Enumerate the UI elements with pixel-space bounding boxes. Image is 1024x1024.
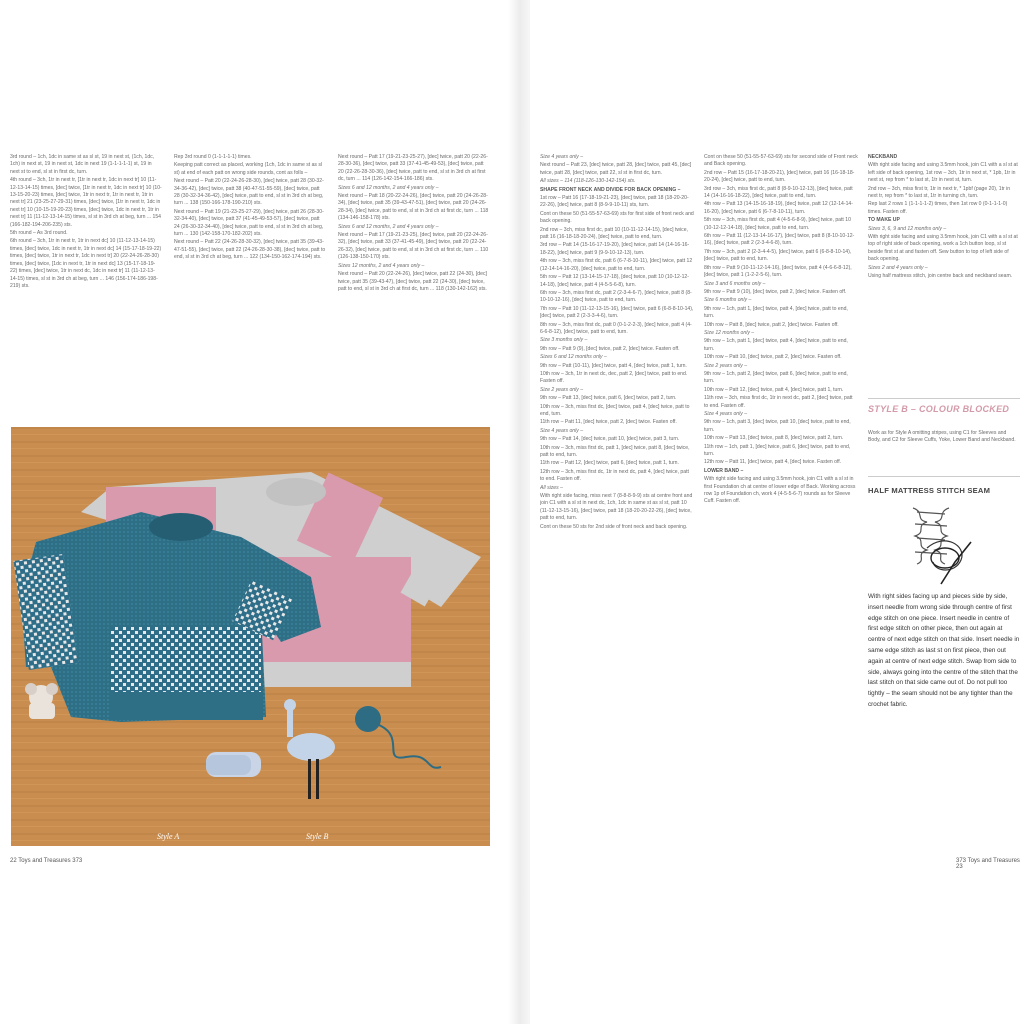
pattern-paragraph: 2nd row – Patt 15 (16-17-18-20-21), [dec] twice, patt 16 (16-18-18-20-24), [dec] twice, patt to end, turn. [704,169,855,184]
seam-heading: HALF MATTRESS STITCH SEAM [868,486,991,495]
pattern-paragraph: 5th row – Patt 12 (13-14-15-17-18), [dec] twice, patt 10 (10-12-12-14-18), [dec] twice, patt 4 (4-5-5-6-8), turn. [540,274,689,288]
right-column-3 [868,154,1020,394]
pattern-paragraph: 4th row – 3ch, miss first dc, patt 6 (6-7-8-10-11), [dec] twice, patt 12 (12-14-14-16-20), [dec] twice, patt to end, turn. [540,258,693,272]
left-folio: 22 Toys and Treasures 373 [10,858,83,864]
pattern-paragraph: 11th row – 3ch, miss first dc, 1tr in next dc, patt 2, [dec] twice, patt to end. Fasten off. [704,395,853,409]
pattern-paragraph: 3rd round – 1ch, 1dc in same st as sl st, 19 in next st, (1ch, 1dc, 1ch) in next st, 19 in next st, 1dc in next 19 (1-1-1-1-1) st, 19 in next st to end, sl st in first dc, turn. [10,154,155,175]
size-note: Size 6 months only – [704,297,752,304]
pattern-paragraph: 6th round – 3ch, 1tr in next tr, 1tr in next dc] 10 (11-12-13-14-15) times, [dec] twice, 1dc in next tr, 1tr in next dc] 14 (15-17-18-19-22) times, [dec] twice, 1tr in next tr, 1dc in next tr] 20 (22-24-26-28-30) times, [dec] twice, [1dc in next tr, 1tr in next dc] 13 (15-17-18-19-22) times, [dec] twice, 1tr in next dc, 1dc in next tr] 11 (11-12-13-14-15) times, sl st in 3rd ch at beg, turn ... 146 (156-174-186-198-219) sts. [10,238,162,289]
right-folio: 373 Toys and Treasures 23 [956,858,1020,870]
size-note: Size 2 years only – [540,386,584,393]
pattern-paragraph: 3rd row – 3ch, miss first dc, patt 8 (8-9-10-12-13), [dec] twice, patt 14 (14-16-16-18-22), [dec] twice, patt to end, turn. [704,185,853,200]
pattern-paragraph: Next round – Patt 20 (22-24-26-28-30), [dec] twice, patt 28 (30-32-34-36-42), [dec] twice, patt 38 (40-47-51-55-59), [dec] twice, patt 28 (30-32-34-36-42), [dec] twice, patt to end, sl st in 3rd ch at beg, turn ... 138 (150-166-178-190-210) sts. [174,178,324,207]
size-note: Sizes 12 months, 2 and 4 years only – [338,262,425,269]
seam-instructions: With right sides facing up and pieces side by side, insert needle from wrong side through centre of first edge stitch on one piece. Insert needle in centre of first edge stitch on other piece, then out again at centre of next edge stitch on that side. Insert needle in same edge stitch as last st on first piece, then out again at centre of next edge stitch. Swap from side to side, always going into the centre of the stitch that the last stitch on that side came out of. Do not pull too tightly – the seam should not be any tighter than the crochet fabric. [868,593,1020,708]
pattern-paragraph: Next round – Patt 22 (24-26-28-30-32), [dec] twice, patt 35 (39-43-47-51-55), [dec] twice, patt 22 (24-26-28-30-38), [dec] twice, patt to end, sl st in 3rd ch at beg, turn ... 122 (134-150-162-174-194) sts. [174,239,326,261]
pattern-paragraph: 6th row – Patt 11 (12-13-14-16-17), [dec] twice, patt 8 (8-10-10-12-16), [dec] twice, patt 2 (2-3-4-6-8), turn. [704,233,855,247]
section-heading: SHAPE FRONT NECK AND DIVIDE FOR BACK OPENING – [540,186,681,193]
seam-top-rule [868,476,1020,477]
style-b-text: Work as for Style A omitting stripes, using C1 for Sleeves and Body, and C2 for Sleeve Cuffs, Yoke, Lower Band and Neckband. [868,430,1016,444]
page-gutter [508,0,530,1024]
mattress-stitch-diagram [905,502,977,586]
pattern-paragraph: 12th row – 3ch, miss first dc, 1tr in next dc, patt 4, [dec] twice, patt to end. Fasten off. [540,468,689,483]
pattern-paragraph: 10th row – Patt 12, [dec] twice, patt 4, [dec] twice, patt 1, turn. [704,386,844,393]
size-note: Sizes 6 and 12 months, 2 and 4 years only – [338,223,439,230]
left-column-1 [10,154,162,422]
pattern-paragraph: Next round – Patt 18 (20-22-24-26), [dec] twice, patt 20 (24-26-28-34), [dec] twice, patt 35 (39-43-47-51), [dec] twice, patt 20 (24-26-28-34), [dec] twice, patt to end, sl st in 3rd ch at first dc, turn ... 118 (134-146-158-178) sts. [338,193,489,222]
pattern-paragraph: With right side facing and using 3.5mm hook, join C1 with a sl st at top of right side of back opening, work a 1ch button loop, sl st beside first st at and fasten off. Sew button to top of left side of back opening. [868,234,1018,263]
pattern-paragraph: 10th row – Patt 10, [dec] twice, patt 2, [dec] twice. Fasten off. [704,354,842,361]
pattern-paragraph: 7th row – 3ch, patt 2 (2-3-4-4-5), [dec] twice, patt 6 (6-8-8-10-14), [dec] twice, patt to end, turn. [704,248,852,263]
pattern-paragraph: 8th row – Patt 9 (10-11-12-14-16), [dec] twice, patt 4 (4-6-6-8-12), [dec] twice, patt 1 (1-2-2-5-6), turn. [704,264,852,279]
pattern-paragraph: Cont on these 50 sts for 2nd side of front neck and back opening. [540,523,688,530]
sweaters-photo [11,427,490,846]
section-heading: LOWER BAND – [704,467,744,474]
size-note: Size 4 years only – [540,154,584,160]
section-heading: NECKBAND [868,154,898,160]
stitch-diagram-drawing [905,502,977,586]
right-column-2 [704,154,858,854]
pattern-paragraph: 10th row – 3ch, miss first dc, patt 1, [dec] twice, patt 8, [dec] twice, patt to end, turn. [540,444,690,459]
pattern-paragraph: 11th row – Patt 11, [dec] twice, patt 2, [dec] twice. Fasten off. [540,419,677,426]
pattern-paragraph: 10th row – 3ch, miss first dc, [dec] twice, patt 4, [dec] twice, patt to end, turn. [540,403,690,417]
pattern-paragraph: 11th row – Patt 12, [dec] twice, patt 6, [dec] twice, patt 1, turn. [540,460,679,467]
style-b-heading: STYLE B – COLOUR BLOCKED [868,404,1010,414]
pattern-paragraph: 12th row – Patt 11, [dec] twice, patt 4, [dec] twice. Fasten off. [704,459,842,466]
size-note: Sizes 6 and 12 months only – [540,354,607,361]
pattern-paragraph: 9th row – Patt 9 (9), [dec] twice, patt 2, [dec] twice. Fasten off. [540,345,680,352]
pattern-paragraph: Cont on these 50 (51-55-57-63-69) sts for second side of Front neck and Back opening. [704,154,858,168]
size-note: Size 2 years only – [704,362,748,369]
pattern-paragraph: 2nd row – 3ch, miss first tr, 1tr in next tr, * 1pbf (page 20), 1tr in next tr, rep from * to last st, 1tr in turning ch, turn. [868,185,1011,200]
size-note: Sizes 3, 6, 9 and 12 months only – [868,225,947,232]
pattern-paragraph: 9th row – 1ch, patt 2, [dec] twice, patt 6, [dec] twice, patt to end, turn. [704,370,848,385]
left-column-3 [338,154,490,422]
pattern-paragraph: With right side facing and using 3.5mm hook, join C1 with a sl st at left side of back opening, 1st row – 3ch, 1tr in next st, * 1pb, 1tr in next st, rep from * to last st, 1tr in next st, turn. [868,162,1018,184]
pattern-paragraph: 4th round – 3ch, 1tr in next tr, [1tr in next tr, 1dc in next tr] 10 (11-12-13-14-15) times, [dec] twice, [1tr in next tr, 1dc in next tr] 10 (10-13-15-20-23) times, [dec] twice, 1tr in next tr, 1tr in next tr, 1tr in next tr] 21 (23-25-27-29-31) times, [dec] twice, [1tr in next tr, 1dc in next tr] 10 (10-15-19-20-23) times, [dec] twice, 1dc in next tr, 1tr in next tr] 11 (11-12-13-14-15) times, sl st in 3rd ch at beg, turn ... 154 (166-182-194-206-235) sts. [10,177,162,228]
caption-style-a: Style A [157,832,180,841]
pattern-paragraph: Next round – Patt 20 (22-24-26), [dec] twice, patt 22 (24-30), [dec] twice, patt 35 (39-43-47), [dec] twice, patt 22 (24-30), [dec] twice, patt to end, sl st in 3rd ch at first dc, turn ... 118 (130-142-162) sts. [338,271,487,292]
pattern-paragraph: 9th row – 1ch, patt 3, [dec] twice, patt 10, [dec] twice, patt to end, turn. [704,419,851,433]
size-note: Size 4 years only – [540,427,584,434]
wombat-toy [206,752,261,777]
pattern-paragraph: 9th row – Patt 9 (10), [dec] twice, patt 2, [dec] twice. Fasten off. [704,288,847,295]
size-note: Size 3 months only – [540,337,588,344]
pattern-paragraph: 3rd row – Patt 14 (15-16-17-19-20), [dec] twice, patt 14 (14-16-16-18-22), [dec] twice, patt 9 (9-9-10-12-13), turn. [540,242,690,256]
size-note: Size 4 years only – [704,411,748,417]
pattern-paragraph: 10th row – Patt 8, [dec] twice, patt 2, [dec] twice. Fasten off. [704,321,839,328]
size-note: Size 12 months only – [704,329,755,336]
style-b-top-rule [868,398,1020,399]
pattern-paragraph: 9th row – 1ch, patt 1, [dec] twice, patt 4, [dec] twice, patt to end, turn. [704,338,848,352]
size-note: Sizes 2 and 4 years only – [868,264,928,271]
left-column-2 [174,154,326,422]
pattern-paragraph: 8th row – 3ch, miss first dc, patt 0 (0-1-2-2-3), [dec] twice, patt 4 (4-6-6-8-12), [dec] twice, patt to end, turn. [540,321,692,335]
pattern-paragraph: Next round – Patt 23, [dec] twice, patt 28, [dec] twice, patt 45, [dec] twice, patt 28, [dec] twice, patt 22, sl st in first dc, turn. [540,162,692,176]
pattern-paragraph: 11th row – 1ch, patt 1, [dec] twice, patt 6, [dec] twice, patt to end, turn. [704,443,851,458]
pattern-paragraph: Cont on these 50 (51-55-57-63-69) sts for first side of front neck and back opening. [540,210,694,225]
pattern-paragraph: Next round – Patt 17 (19-21-23-25), [dec] twice, patt 20 (22-24-26-32), [dec] twice, patt 33 (37-41-45-49), [dec] twice, patt 20 (22-24-26-32), [dec] twice, patt to end, sl st in 3rd ch at first dc, turn ... 110 (126-138-150-170) sts. [338,232,489,261]
pattern-paragraph: 5th row – 3ch, miss first dc, patt 4 (4-5-6-8-9), [dec] twice, patt 10 (10-12-12-14-18), [dec] twice, patt to end, turn. [704,217,851,231]
pattern-paragraph: Rep last 2 rows 1 (1-1-1-1-2) times, then 1st row 0 (0-1-1-1-0) times. Fasten off. [868,201,1008,215]
size-note: All sizes – 114 (118-126-130-142-154) sts. [540,178,636,185]
pattern-paragraph: 10th row – 3ch, 1tr in next dc, dec, patt 2, [dec] twice, patt to end. Fasten off. [540,370,688,385]
sweaters-illustration [11,427,490,846]
pattern-paragraph: Using half mattress stitch, join centre back and neckband seam. [868,273,1013,280]
pattern-paragraph: Next round – Patt 17 (19-21-23-25-27), [dec] twice, patt 20 (22-26-28-30-36), [dec] twice, patt 33 (37-41-45-49-53), [dec] twice, patt 20 (22-26-28-30-36), [dec] twice, patt to end, sl st in 3rd ch at first dc, turn ... 114 (126-142-154-166-186) sts. [338,154,488,183]
section-heading: TO MAKE UP [868,217,900,224]
pattern-paragraph: 9th row – Patt 14, [dec] twice, patt 10, [dec] twice, patt 3, turn. [540,436,680,443]
pattern-paragraph: 7th row – Patt 10 (11-12-13-15-16), [dec] twice, patt 6 (6-8-8-10-14), [dec] twice, patt 2 (2-3-3-4-6), turn. [540,305,694,320]
pattern-paragraph: Keeping patt correct as placed, working (1ch, 1dc in same st as sl st) at end of each patt on wrong side rounds, cont as folls – [174,162,323,176]
caption-style-b: Style B [306,832,329,841]
size-note: All sizes – [540,484,563,491]
pattern-paragraph: 10th row – Patt 13, [dec] twice, patt 8, [dec] twice, patt 2, turn. [704,435,844,442]
pattern-paragraph: 2nd row – 3ch, miss first dc, patt 10 (10-11-12-14-15), [dec] twice, patt 16 (16-18-18-20-24), [dec] twice, patt to end, turn. [540,226,688,241]
pattern-paragraph: 4th row – Patt 13 (14-15-16-18-19), [dec] twice, patt 12 (12-14-14-16-20), [dec] twice, patt 6 (6-7-8-10-11), turn. [704,201,853,215]
pattern-paragraph: 9th row – Patt (10-11), [dec] twice, patt 4, [dec] twice, patt 1, turn. [540,362,687,369]
pattern-paragraph: 6th row – 3ch, miss first dc, patt 2 (2-3-4-6-7), [dec] twice, patt 8 (8-10-10-12-16), [dec] twice, patt to end, turn. [540,289,692,304]
right-column-1 [540,154,694,854]
size-note: Size 3 and 6 months only – [704,280,766,287]
pattern-paragraph: Next round – Patt 19 (21-23-25-27-29), [dec] twice, patt 26 (28-30-32-34-40), [dec] twice, patt 37 (41-45-49-53-57), [dec] twice, patt 24 (26-30-32-34-40), [dec] twice, patt to end, sl st in 3rd ch at beg, turn ... 130 (142-158-170-182-202) sts. [174,208,324,238]
pattern-paragraph: With right side facing, miss next 7 (8-8-8-9-9) sts at centre front and join C1 with a sl st in next dc, 1ch, 1dc in same st as sl st, patt 10 (11-12-13-15-16), [dec] twice, patt 18 (18-20-20-22-26), [dec] twice, patt to end, turn. [540,493,693,522]
size-note: Sizes 6 and 12 months, 2 and 4 years only – [338,184,439,191]
pattern-paragraph: 9th row – 1ch, patt 1, [dec] twice, patt 4, [dec] twice, patt to end, turn. [704,305,848,320]
pattern-paragraph: 9th row – Patt 13, [dec] twice, patt 6, [dec] twice, patt 2, turn. [540,395,677,402]
pattern-paragraph: 5th round – As 3rd round. [10,230,68,237]
pattern-paragraph: 1st row – Patt 16 (17-18-19-21-23), [dec] twice, patt 18 (18-20-20-22-26), [dec] twice, patt 8 (8-9-9-10-11) sts, turn. [540,195,689,209]
pattern-paragraph: Rep 3rd round 0 (1-1-1-1-1) times. [174,154,252,160]
pattern-paragraph: With right side facing and using 3.5mm hook, join C1 with a sl st in first Foundation ch at centre of lower edge of Back. Working across row 1p of Foundation ch, work 4 (4-5-5-6-7) rounds as for Sleeve Cuff. Fasten off. [704,476,856,505]
